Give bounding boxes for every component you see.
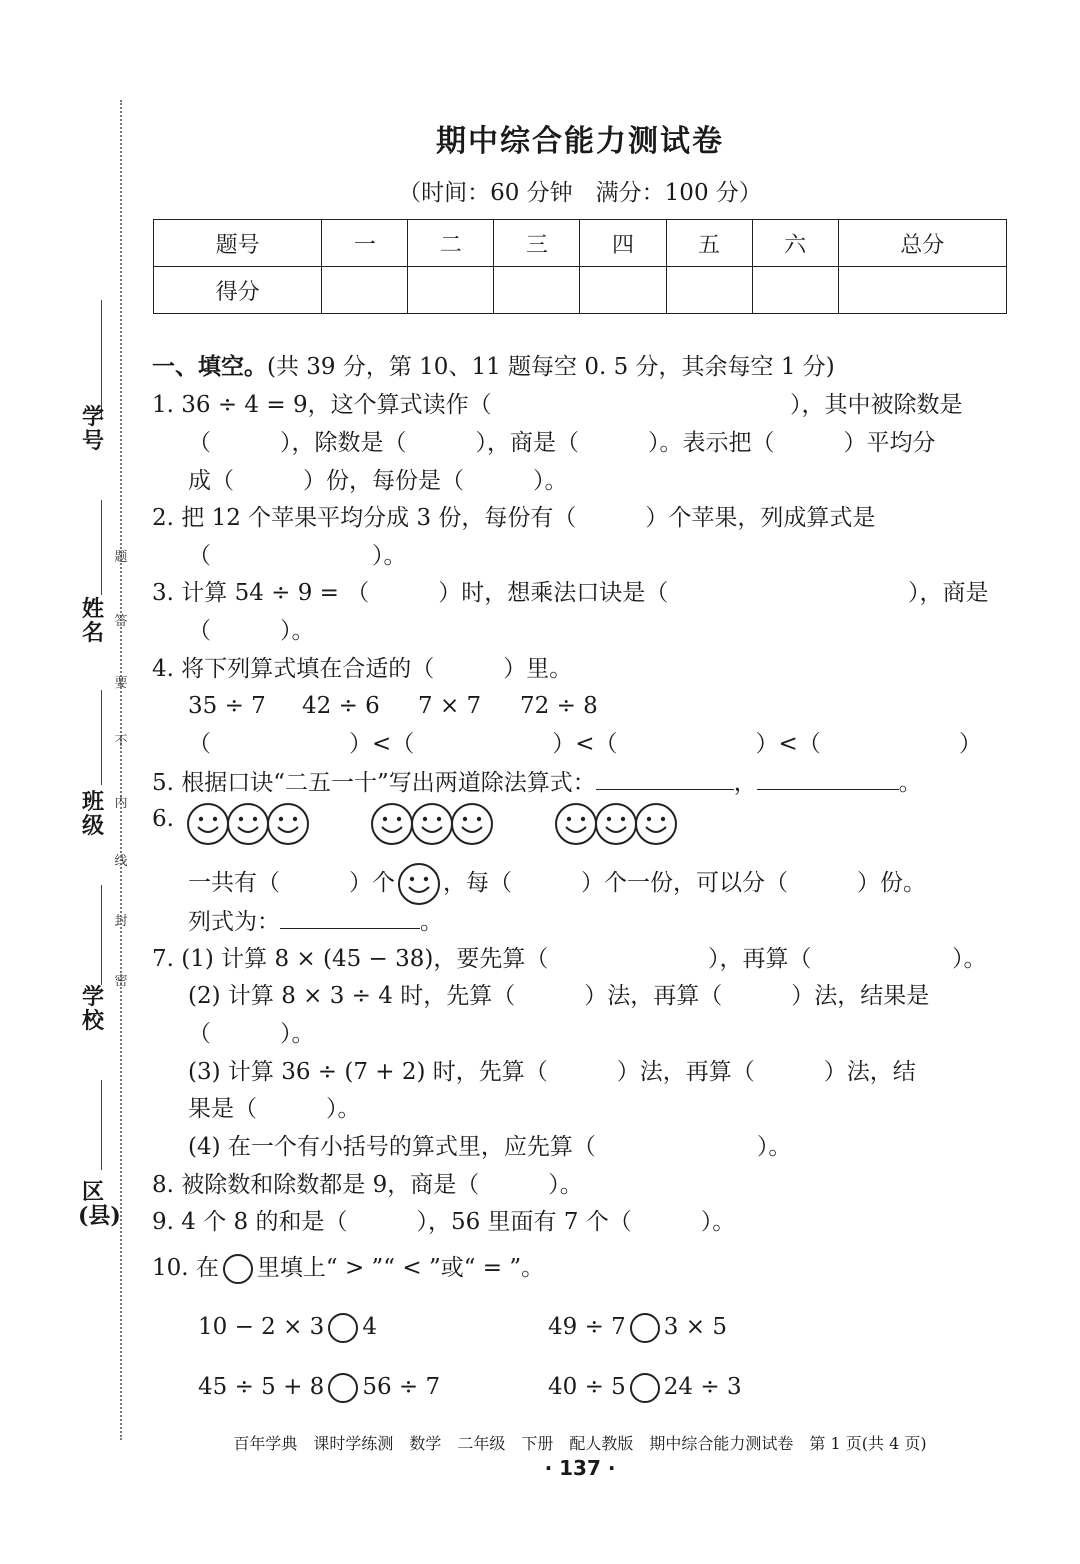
q6-line2 [188,906,443,937]
q6-text-b: ，每（ ）个一份，可以分（ ）份。 [443,870,926,896]
q10-item-right: 24 ÷ 3 [663,1374,742,1400]
q7-part4: (4) 在一个有小括号的算式里，应先算（ ）。 [188,1134,792,1160]
q10-item [548,1312,727,1343]
q5-text: 5. 根据口诀“二五一十”写出两道除法算式： [152,770,596,796]
smiley-face-icon [226,802,270,846]
compare-circle-input[interactable] [630,1313,660,1343]
student-id-label: 学号 [81,404,104,454]
q7-part3b: 果是（ ）。 [188,1096,361,1122]
score-header-cell: 题号 [154,220,322,267]
school-rule [101,885,102,985]
score-header-cell: 五 [666,220,752,267]
class-rule [101,690,102,785]
seal-char: 要 [114,676,128,691]
q9-line: 9. 4 个 8 的和是（ ），56 里面有 7 个（ ）。 [152,1209,736,1235]
score-table-header-row [154,220,1007,267]
q5-comma: ， [733,770,757,796]
q7-part2b: （ ）。 [188,1021,315,1047]
score-cell[interactable] [838,267,1006,314]
smiley-group-2 [370,802,490,846]
score-header-cell: 总分 [838,220,1006,267]
name-rule [101,500,102,595]
page-subtitle: （时间：60 分钟 满分：100 分） [398,180,762,206]
q10-item-left: 49 ÷ 7 [548,1314,626,1340]
section1-heading: 一、填空。 [152,353,267,380]
section1-heading-line [152,352,835,382]
q3-line2: （ ）。 [188,618,315,644]
q10-item [198,1372,440,1403]
seal-char: 封 [114,914,128,929]
score-header-cell: 三 [494,220,580,267]
q2-line1: 2. 把 12 个苹果平均分成 3 份，每份有（ ）个苹果，列成算式是 [152,505,876,531]
score-cell[interactable] [322,267,408,314]
score-header-cell: 六 [752,220,838,267]
smiley-face-icon [370,802,414,846]
compare-circle-input[interactable] [328,1313,358,1343]
compare-circle-icon [223,1254,253,1284]
q3-line1b: ），商是 [908,580,989,606]
compare-circle-input[interactable] [630,1373,660,1403]
smiley-face-icon [554,802,598,846]
q7-part3a: (3) 计算 36 ÷ (7 + 2) 时，先算（ ）法，再算（ ）法，结 [188,1059,916,1085]
q7-part1a: 7. (1) 计算 8 × (45 − 38)，要先算（ [152,946,549,972]
score-header-cell: 一 [322,220,408,267]
score-row-label: 得分 [154,267,322,314]
q7-part1b: ），再算（ [708,946,812,972]
q5-line [152,767,922,798]
q5-answer-blank-2[interactable] [757,767,899,790]
q6-formula-label: 列式为： [188,909,280,935]
q6-number: 6. [152,806,174,832]
q7-part2a: (2) 计算 8 × 3 ÷ 4 时，先算（ ）法，再算（ ）法，结果是 [188,983,930,1009]
q6-formula-blank[interactable] [280,906,420,929]
score-header-cell: 四 [580,220,666,267]
seal-char: 线 [114,854,128,869]
q10-item-right: 4 [362,1314,377,1340]
q4-expr: 72 ÷ 8 [520,693,598,719]
smiley-face-icon [450,802,494,846]
score-cell[interactable] [408,267,494,314]
q4-order-line: （ ）<（ ）<（ ）<（ ） [188,731,982,757]
q1-line1a: 1. 36 ÷ 4 = 9，这个算式读作（ [152,392,492,418]
q3-line1a: 3. 计算 54 ÷ 9 = （ ）时，想乘法口诀是（ [152,580,669,606]
q4-expr: 35 ÷ 7 [188,693,266,719]
smiley-face-icon [410,802,454,846]
page-footer: 百年学典 课时学练测 数学 二年级 下册 配人教版 期中综合能力测试卷 第 1 页(共 4 页) [233,1434,927,1453]
score-cell[interactable] [666,267,752,314]
q8-line: 8. 被除数和除数都是 9，商是（ ）。 [152,1172,583,1198]
score-table-score-row [154,267,1007,314]
seal-char: 题 [114,550,128,565]
q5-end: 。 [898,770,922,796]
smiley-face-icon [266,802,310,846]
score-cell[interactable] [580,267,666,314]
q7-part1c: ）。 [952,946,987,972]
score-cell[interactable] [494,267,580,314]
compare-circle-input[interactable] [328,1373,358,1403]
seal-char: 密 [114,974,128,989]
page-number: · 137 · [544,1456,616,1480]
q10-item-left: 10 − 2 × 3 [198,1314,325,1340]
smiley-face-icon [397,862,441,906]
q10-item-right: 56 ÷ 7 [362,1374,441,1400]
seal-char: 答 [114,614,128,629]
smiley-face-icon [186,802,230,846]
q6-line1 [188,862,926,906]
score-cell[interactable] [752,267,838,314]
q10-item-right: 3 × 5 [663,1314,727,1340]
q10-item [548,1372,742,1403]
score-table [153,219,1007,314]
q4-expr: 42 ÷ 6 [302,693,380,719]
student-id-rule [101,300,102,420]
school-label: 学校 [81,984,104,1034]
district-label: 区(县) [78,1179,121,1229]
q6-text-a: 一共有（ ）个 [188,870,395,896]
q5-answer-blank-1[interactable] [596,767,734,790]
class-label: 班级 [81,789,104,839]
binding-dotted-line [120,100,122,1440]
q10-line [152,1253,544,1284]
section1-note: (共 39 分，第 10、11 题每空 0. 5 分，其余每空 1 分) [267,354,835,380]
seal-char: 不 [114,734,128,749]
q10-text-b: 里填上“ > ”“ < ”或“ = ”。 [256,1255,545,1281]
q10-item-left: 40 ÷ 5 [548,1374,626,1400]
q4-expr: 7 × 7 [418,693,482,719]
smiley-face-icon [594,802,638,846]
q1-line3: 成（ ）份，每份是（ ）。 [188,468,568,494]
seal-char: 内 [114,796,128,811]
q1-line2: （ ），除数是（ ），商是（ ）。表示把（ ）平均分 [188,430,936,456]
name-label: 姓名 [81,596,104,646]
q2-line2: （ ）。 [188,543,407,569]
q1-line1b: ），其中被除数是 [790,392,963,418]
q10-item [198,1312,377,1343]
q10-text-a: 10. 在 [152,1255,219,1281]
smiley-group-1 [186,802,306,846]
q4-line1: 4. 将下列算式填在合适的（ ）里。 [152,656,573,682]
smiley-group-3 [554,802,674,846]
score-header-cell: 二 [408,220,494,267]
q6-end: 。 [420,909,443,935]
smiley-face-icon [634,802,678,846]
district-rule [101,1080,102,1170]
page-title: 期中综合能力测试卷 [436,124,724,159]
q10-item-left: 45 ÷ 5 + 8 [198,1374,325,1400]
